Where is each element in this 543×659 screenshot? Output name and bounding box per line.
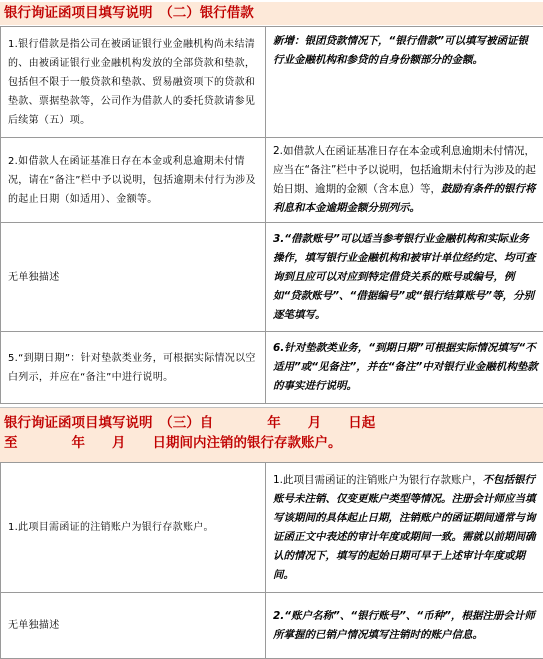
table-row (1, 332, 543, 404)
old-instruction-text: 无单独描述 (8, 620, 60, 631)
new-instruction-normal: 2.如借款人在函证基准日存在本金或利息逾期未付情况，应当在“备注”栏中予以说明，包括逾期未付行为涉及的起始日期、逾期的金额（含本息）等， (273, 145, 536, 195)
new-instruction-bold: 6.针对垫款类业务，“到期日期”可根据实际情况填写“不适用”或“见备注”，并在“备注”中对银行业金融机构垫款的事实进行说明。 (273, 342, 538, 392)
new-label: 新增： (273, 35, 305, 47)
new-instruction-text (273, 230, 538, 325)
old-instruction-text: 无单独描述 (8, 271, 60, 283)
new-instruction-bold: 2.“账户名称”、“银行账号”、“币种”，根据注册会计师所掌握的已销户情况填写注销时的账户信息。 (273, 609, 535, 641)
new-instruction-text (273, 471, 538, 585)
new-instruction-cell (266, 463, 543, 593)
table-row (1, 463, 543, 593)
new-instruction-cell (266, 593, 543, 659)
old-instruction-text: 1.银行借款是指公司在被函证银行业金融机构尚未结清的、由被函证银行业金融机构发放的全部贷款和垫款，包括但不限于一般贷款和垫款、贸易融资项下的贷款和垫款、票据垫款等，公司作为借款人的委托贷款请参见后续第（五）项。 (8, 38, 256, 126)
old-instruction-text: 1.此项目需函证的注销账户为银行存款账户。 (8, 522, 214, 533)
table-row (1, 593, 543, 659)
new-instruction-bold: 银团贷款情况下，“银行借款”可以填写被函证银行业金融机构和参贷的自身份额部分的金额。 (273, 35, 529, 66)
old-instruction-cell (1, 593, 266, 659)
old-instruction-text: 2.如借款人在函证基准日存在本金或利息逾期未付情况，请在“备注”栏中予以说明，包括逾期未付行为涉及的起止日期（如适用）、金额等。 (8, 155, 256, 205)
new-instruction-cell (266, 332, 543, 404)
old-instruction-text: 5.“到期日期”：针对垫款类业务，可根据实际情况以空白列示，并应在“备注”中进行说明。 (8, 352, 256, 383)
table-row (1, 223, 543, 332)
old-instruction-cell (1, 223, 266, 332)
new-instruction-cell (266, 138, 543, 223)
new-instruction-normal: 1.此项目需函证的注销账户为银行存款账户， (273, 473, 483, 486)
old-instruction-cell (1, 332, 266, 404)
new-instruction-text (273, 32, 538, 70)
new-instruction-text (273, 339, 538, 396)
bank-loans-comparison-table (0, 26, 543, 404)
section-title-closed-accounts (0, 407, 543, 462)
old-instruction-cell (1, 138, 266, 223)
new-instruction-text (273, 142, 538, 218)
new-instruction-bold: 3.“借款账号”可以适当参考银行业金融机构和实际业务操作，填写银行业金融机构和被审计单位经约定、均可查询到且应可以对应到特定借贷关系的账号或编号，例如“贷款账号”、“借据编号”或“银行结算账号”等，分别逐笔填写。 (273, 232, 536, 321)
table-row (1, 138, 543, 223)
new-instruction-cell (266, 27, 543, 138)
section-title-line-1: 银行询证函项目填写说明 （三）自 年 月 日起 (4, 415, 376, 431)
section-title-text: 银行询证函项目填写说明 （二）银行借款 (4, 5, 254, 21)
new-instruction-bold: 不包括银行账号未注销、仅变更账户类型等情况。注册会计师应当填写该期间的具体起止日期，注销账户的函证期间通常与询证函正文中表述的审计年度或期间一致。需就以前期间确认的情况下，填写的起始日期可早于上述审计年度或期间。 (273, 473, 536, 581)
old-instruction-cell (1, 27, 266, 138)
new-instruction-cell (266, 223, 543, 332)
table-row (1, 27, 543, 138)
closed-accounts-comparison-table (0, 462, 543, 659)
new-instruction-bold: 鼓励有条件的银行将利息和本金逾期金额分别列示。 (273, 183, 536, 214)
old-instruction-cell (1, 463, 266, 593)
section-title-line-2: 至 年 月 日期间内注销的银行存款账户。 (4, 435, 342, 451)
new-instruction-text (273, 607, 538, 645)
section-title-bank-loans (0, 2, 543, 25)
